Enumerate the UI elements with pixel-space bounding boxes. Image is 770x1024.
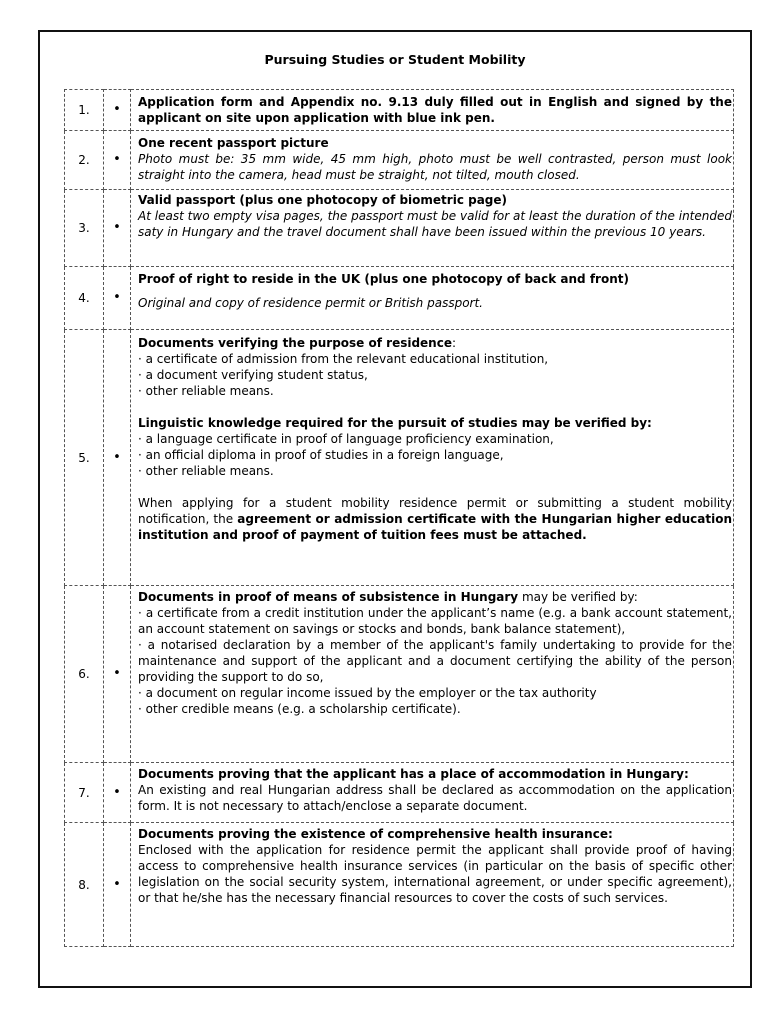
row-heading-suffix: : bbox=[451, 336, 457, 350]
bullet-icon: • bbox=[104, 763, 131, 823]
row-content bbox=[131, 763, 734, 823]
row-heading: Documents proving that the applicant has a place of accommodation in Hungary: bbox=[138, 767, 689, 781]
row-number: 4. bbox=[65, 267, 104, 330]
row-number: 1. bbox=[65, 90, 104, 131]
requirements-table bbox=[64, 89, 734, 947]
bullet-icon: • bbox=[104, 190, 131, 267]
row-number: 7. bbox=[65, 763, 104, 823]
row-heading: One recent passport picture bbox=[138, 136, 329, 150]
bullet-icon: • bbox=[104, 131, 131, 190]
document-title: Pursuing Studies or Student Mobility bbox=[264, 52, 526, 67]
row-heading: Proof of right to reside in the UK (plus one photocopy of back and front) bbox=[138, 272, 629, 286]
list-item: · a certificate of admission from the relevant educational institution, bbox=[138, 352, 549, 366]
row-content bbox=[131, 267, 734, 330]
row-content bbox=[131, 330, 734, 586]
row-closing bbox=[138, 495, 732, 543]
list-item: · a notarised declaration by a member of the applicant's family undertaking to provide for the maintenance and support of the applicant and a document certifying the ability of the person providing the support to do so, bbox=[138, 638, 732, 684]
row-detail: At least two empty visa pages, the passport must be valid for at least the duration of the intended saty in Hungary and the travel document shall have been issued within the previous 10 years. bbox=[138, 209, 732, 239]
table-row bbox=[65, 586, 734, 763]
row-subheading: Linguistic knowledge required for the pursuit of studies may be verified by: bbox=[138, 416, 652, 430]
row-number: 5. bbox=[65, 330, 104, 586]
row-content bbox=[131, 90, 734, 131]
bullet-icon: • bbox=[104, 90, 131, 131]
table-row bbox=[65, 823, 734, 947]
closing-emphasis: agreement or admission certificate with the Hungarian higher education institution and proof of payment of tuition fees must be attached. bbox=[138, 512, 732, 542]
row-content bbox=[131, 823, 734, 947]
table-row bbox=[65, 90, 734, 131]
table-row bbox=[65, 763, 734, 823]
row-number: 3. bbox=[65, 190, 104, 267]
row-content bbox=[131, 586, 734, 763]
row-detail: An existing and real Hungarian address shall be declared as accommodation on the application form. It is not necessary to attach/enclose a separate document. bbox=[138, 783, 732, 813]
list-item: · a document on regular income issued by the employer or the tax authority bbox=[138, 686, 597, 700]
bullet-icon: • bbox=[104, 267, 131, 330]
row-heading: Documents in proof of means of subsistence in Hungary bbox=[138, 590, 519, 604]
row-detail: Enclosed with the application for residence permit the applicant shall provide proof of having access to comprehensive health insurance services (in particular on the basis of specific other legislation on the social security system, international agreement, or under specific agreement), or that he/she has the necessary financial resources to cover the costs of such services. bbox=[138, 843, 732, 905]
row-heading: Valid passport (plus one photocopy of biometric page) bbox=[138, 193, 508, 207]
row-heading: Documents verifying the purpose of residence bbox=[138, 336, 452, 350]
row-detail: Photo must be: 35 mm wide, 45 mm high, photo must be well contrasted, person must look straight into the camera, head must be straight, not tilted, mouth closed. bbox=[138, 152, 732, 182]
row-number: 6. bbox=[65, 586, 104, 763]
row-content bbox=[131, 190, 734, 267]
row-number: 2. bbox=[65, 131, 104, 190]
row-detail: Original and copy of residence permit or British passport. bbox=[138, 296, 483, 310]
row-heading: Application form and Appendix no. 9.13 duly filled out in English and signed by the applicant on site upon application with blue ink pen. bbox=[138, 95, 732, 125]
list-item: · a document verifying student status, bbox=[138, 368, 368, 382]
list-item: · other reliable means. bbox=[138, 384, 274, 398]
table-row bbox=[65, 330, 734, 586]
list-item: · other credible means (e.g. a scholarship certificate). bbox=[138, 702, 461, 716]
row-heading: Documents proving the existence of comprehensive health insurance: bbox=[138, 827, 613, 841]
list-item: · an official diploma in proof of studies in a foreign language, bbox=[138, 448, 504, 462]
bullet-icon: • bbox=[104, 823, 131, 947]
list-item: · other reliable means. bbox=[138, 464, 274, 478]
row-number: 8. bbox=[65, 823, 104, 947]
document-frame bbox=[38, 30, 752, 988]
list-item: · a language certificate in proof of language proficiency examination, bbox=[138, 432, 554, 446]
bullet-icon: • bbox=[104, 586, 131, 763]
table-row bbox=[65, 267, 734, 330]
row-heading-suffix: may be verified by: bbox=[518, 590, 638, 604]
table-row bbox=[65, 190, 734, 267]
table-row bbox=[65, 131, 734, 190]
row-content bbox=[131, 131, 734, 190]
list-item: · a certificate from a credit institution under the applicant’s name (e.g. a bank account statement, an account statement on savings or stocks and bonds, bank balance statement), bbox=[138, 606, 732, 636]
closing-text: When applying for a student mobility residence permit or submitting a student mobility notification, the bbox=[138, 496, 732, 526]
bullet-icon: • bbox=[104, 330, 131, 586]
